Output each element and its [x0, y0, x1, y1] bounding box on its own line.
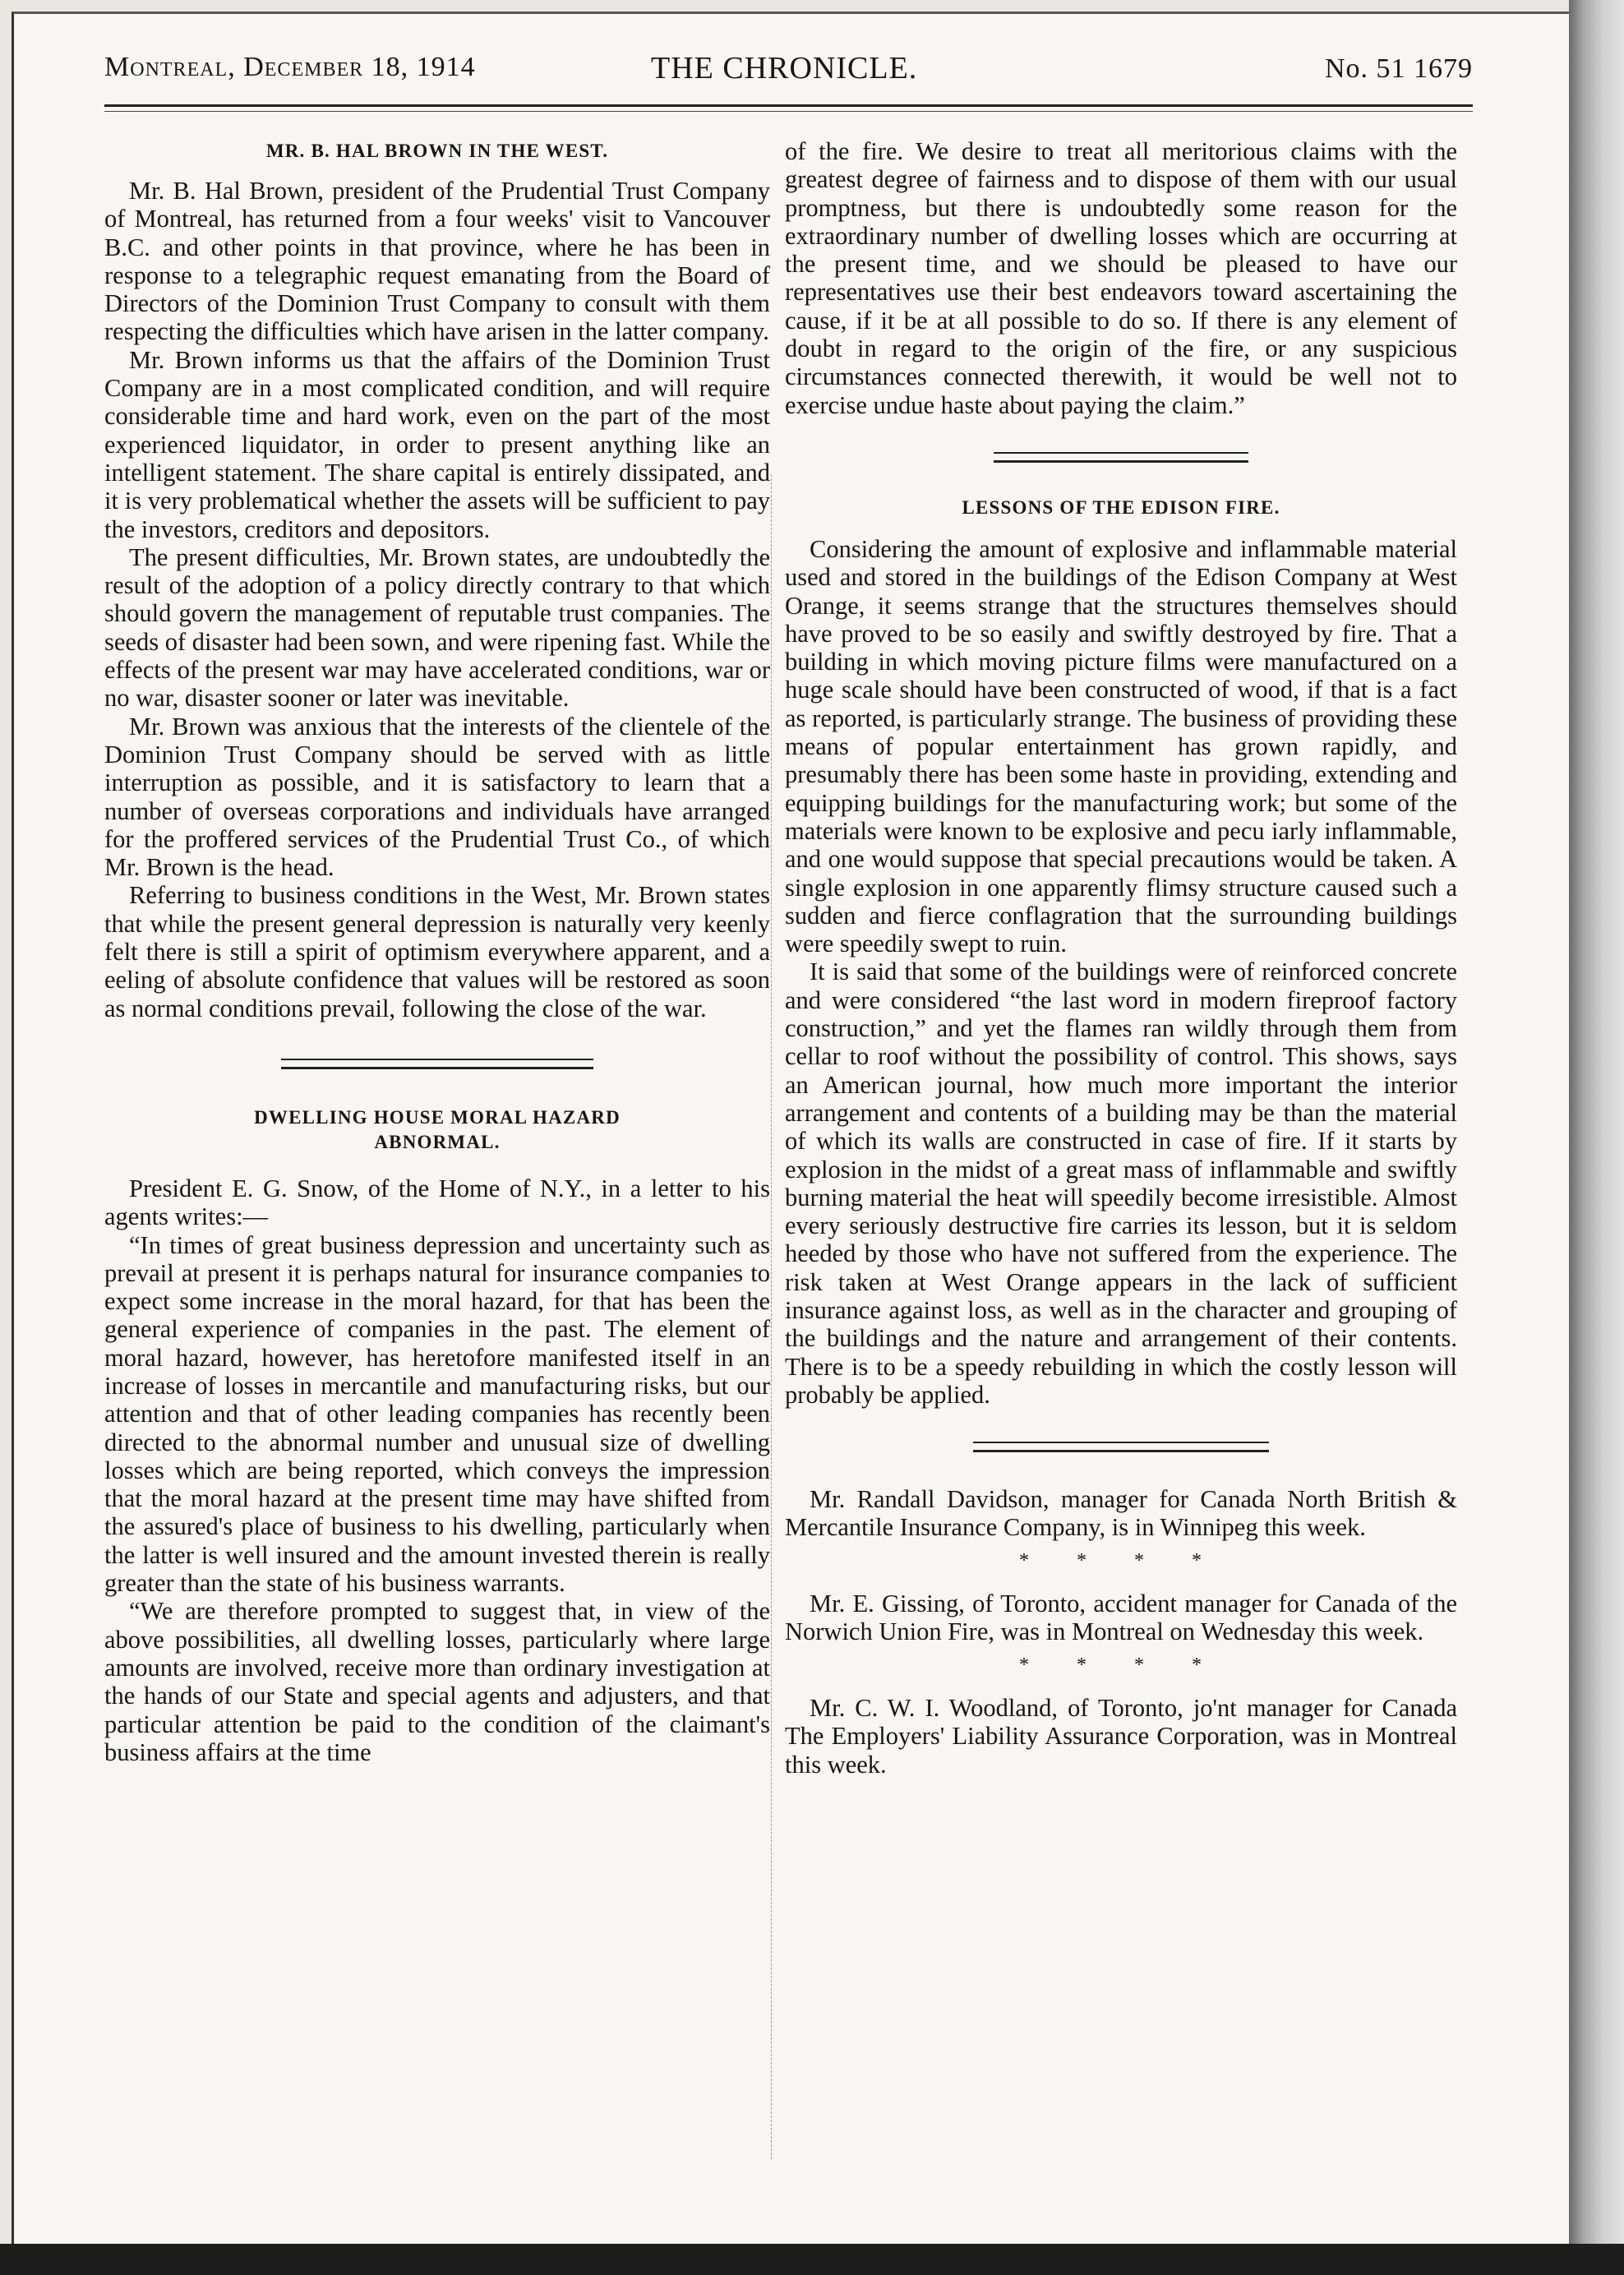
newspaper-page	[12, 12, 1571, 2246]
header-publication-title: THE CHRONICLE.	[651, 51, 918, 85]
header-rule	[104, 104, 1473, 112]
dwelling-paragraph: President E. G. Snow, of the Home of N.Y., in a letter to his agents writes:—	[104, 1174, 770, 1231]
personal-item: Mr. E. Gissing, of Toronto, accident manager for Canada of the Norwich Union Fire, was in Montreal on Wednesday this week.	[785, 1590, 1457, 1646]
header-issue-page-number: No. 51 1679	[1324, 53, 1473, 84]
brown-paragraph: Mr. Brown informs us that the affairs of the Dominion Trust Company are in a most complicated condition, and will require considerable time and hard work, even on the part of the most experienced liquidator, in order to present anything like an intelligent statement. The share capital is entirely dissipated, and it is very problematical whether the assets will be sufficient to pay the investors, creditors and depositors.	[104, 345, 770, 543]
brown-paragraph: Referring to business conditions in the West, Mr. Brown states that while the present general depression is naturally very keenly felt there is still a spirit of optimism everywhere apparent, and a eeling of absolute confidence that values will be restored as soon as normal conditions prevail, following the close of the war.	[104, 881, 770, 1022]
section-rule	[973, 1442, 1269, 1452]
scan-bottom-edge	[0, 2244, 1624, 2275]
section-rule	[994, 452, 1248, 463]
edison-paragraph: It is said that some of the buildings were of reinforced concrete and were considered “the last word in modern fireproof factory construction,” and yet the flames ran wildly through them from cellar to roof without the possibility of control. This shows, says an American journal, how much more important the interior arrangement and contents of a building may be than the material of which its walls are constructed in case of fire. If it starts by explosion in the midst of a great mass of inflammable and swiftly burning material the heat will speedily become irresistible. Almost every seriously destructive fire carries its lesson, but it is seldom heeded by those who have not suffered from the experience. The risk taken at West Orange appears in the lack of sufficient insurance against loss, as well as in the character and grouping of the buildings and the nature and arrangement of their contents. There is to be a speedy rebuilding in which the costly lesson will probably be applied.	[785, 958, 1457, 1409]
article-heading-dwelling-line1: DWELLING HOUSE MORAL HAZARD	[254, 1106, 621, 1128]
dwelling-paragraph: “We are therefore prompted to suggest that, in view of the above possibilities, all dwelling losses, particularly where large amounts are involved, receive more than ordinary investigation at the hands of our State and special agents and adjusters, and that particular attention be paid to the condition of the claimant's business affairs at the time	[104, 1597, 770, 1766]
left-column	[104, 137, 770, 1766]
column-divider	[771, 474, 772, 2159]
dwelling-continuation: of the fire. We desire to treat all meritorious claims with the greatest degree of fairness and to dispose of them with our usual promptness, but there is undoubtedly some reason for the extraordinary number of dwelling losses which are occurring at the present time, and we should be pleased to have our representatives use their best endeavors toward ascertaining the cause, if it be at all possible to do so. If there is any element of doubt in regard to the origin of the fire, or any suspicious circumstances connected therewith, it would be well not to exercise undue haste about paying the claim.”	[785, 137, 1457, 419]
separator-stars: * * * *	[1019, 1549, 1223, 1571]
brown-paragraph: Mr. Brown was anxious that the interests of the clientele of the Dominion Trust Company should be served with as little interruption as possible, and it is satisfactory to learn that a number of overseas corporations and individuals have arranged for the proffered services of the Prudential Trust Co., of which Mr. Brown is the head.	[104, 712, 770, 882]
book-binding-edge	[1569, 0, 1624, 2275]
section-rule	[281, 1059, 593, 1069]
page-header	[104, 45, 1473, 86]
header-dateline: Montreal, December 18, 1914	[104, 52, 476, 82]
separator-stars: * * * *	[1019, 1654, 1223, 1676]
brown-paragraph: Mr. B. Hal Brown, president of the Prudential Trust Company of Montreal, has returned from a four weeks' visit to Vancouver B.C. and other points in that province, where he has been in response to a telegraphic request emanating from the Board of Directors of the Dominion Trust Company to consult with them respecting the difficulties which have arisen in the latter company.	[104, 177, 770, 346]
personal-item: Mr. Randall Davidson, manager for Canada North British & Mercantile Insurance Company, is in Winnipeg this week.	[785, 1485, 1457, 1542]
right-column	[785, 137, 1457, 1779]
personal-item: Mr. C. W. I. Woodland, of Toronto, jo'nt manager for Canada The Employers' Liability Assurance Corporation, was in Montreal this week.	[785, 1693, 1457, 1779]
brown-paragraph: The present difficulties, Mr. Brown states, are undoubtedly the result of the adoption of a policy directly contrary to that which should govern the management of reputable trust companies. The seeds of disaster had been sown, and were ripening fast. While the effects of the present war may have accelerated conditions, war or no war, disaster sooner or later was inevitable.	[104, 542, 770, 713]
article-heading-brown: MR. B. HAL BROWN IN THE WEST.	[265, 141, 609, 161]
article-heading-dwelling-line2: ABNORMAL.	[374, 1131, 501, 1152]
edison-paragraph: Considering the amount of explosive and inflammable material used and stored in the buildings of the Edison Company at West Orange, it seems strange that the structures themselves should have proved to be so easily and swiftly destroyed by fire. That a building in which moving picture films were manufactured on a huge scale should have been constructed of wood, if that is a fact as reported, is particularly strange. The business of providing these means of popular entertainment has grown rapidly, and presumably there has been some haste in providing, extending and equipping buildings for the manufacturing work; but some of the materials were known to be explosive and pecu iarly inflammable, and one would suppose that special precautions would be taken. A single explosion in one apparently flimsy structure caused such a sudden and fierce conflagration that the surrounding buildings were speedily swept to ruin.	[785, 534, 1457, 958]
dwelling-paragraph: “In times of great business depression and uncertainty such as prevail at present it is perhaps natural for insurance companies to expect some increase in the moral hazard, for that has been the general experience of companies in the past. The element of moral hazard, however, has heretofore manifested itself in an increase of losses in mercantile and manufacturing risks, but our attention and that of other leading companies has recently been directed to the abnormal number and unusual size of dwelling losses which are being reported, which conveys the impression that the moral hazard at the present time may have shifted from the assured's place of business to his dwelling, particularly when the latter is well insured and the amount invested therein is really greater than the state of his business warrants.	[104, 1230, 770, 1598]
article-heading-edison: LESSONS OF THE EDISON FIRE.	[962, 496, 1280, 518]
